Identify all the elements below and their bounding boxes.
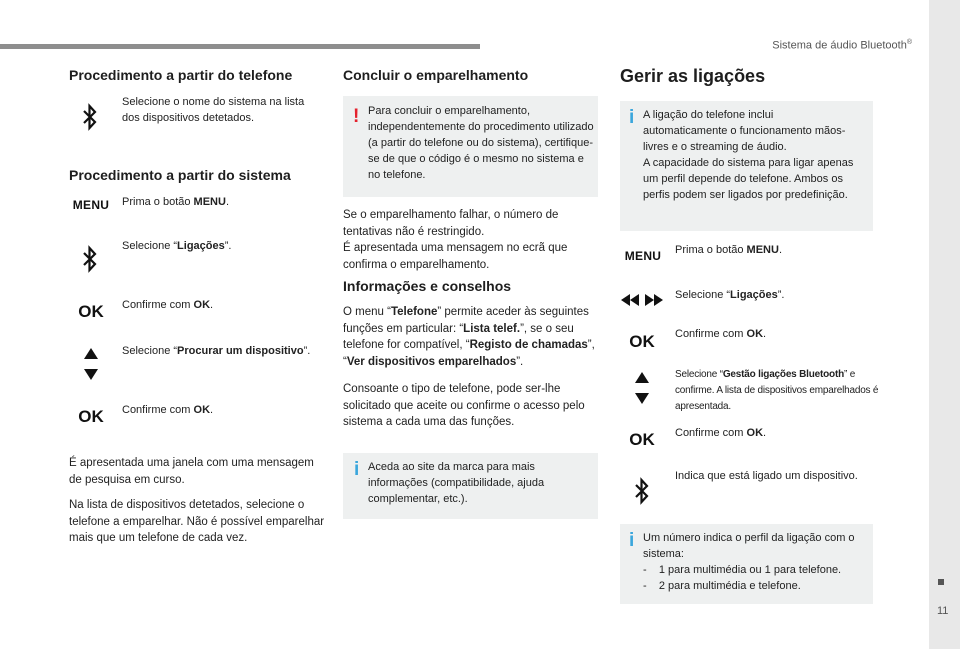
info-icon: i — [629, 107, 635, 128]
page-number: 11 — [937, 605, 949, 617]
header-rule — [0, 44, 480, 49]
side-strip — [929, 0, 960, 649]
paragraph-phone-menu: O menu “Telefone” permite aceder às seguintes funções em particular: “Lista telef.”, se o seu telefone for compatível, “Registo de chamadas”, “Ver dispositivos emparelhados”. — [343, 306, 595, 368]
paragraph-attempts: Se o emparelhamento falhar, o número de tentativas não é restringido. — [343, 209, 559, 238]
bluetooth-icon — [72, 100, 108, 134]
paragraph-search-message: É apresentada uma janela com uma mensagem de pesquisa em curso. — [69, 457, 314, 486]
ok-button-icon: OK — [629, 332, 655, 351]
warning-text: Para concluir o emparelhamento, independentemente do procedimento utilizado (a partir do telefone ou do sistema), certifique-se de que o código é o mesmo no sistema e no telefone. — [368, 105, 594, 181]
up-down-arrows-icon — [78, 346, 104, 382]
menu-button-icon: MENU — [624, 249, 662, 263]
step-confirm-ok: Confirme com OK. — [122, 299, 214, 311]
heading-procedure-phone: Procedimento a partir do telefone — [69, 67, 293, 83]
step-confirm-ok-2: Confirme com OK. — [675, 427, 767, 439]
ok-button-icon: OK — [629, 430, 655, 449]
heading-manage-connections: Gerir as ligações — [620, 66, 766, 86]
info-box — [343, 453, 598, 519]
step-select-connections: Selecione “Ligações”. — [675, 289, 785, 301]
step-press-menu: Prima o botão MENU. — [675, 244, 782, 256]
bluetooth-icon — [624, 474, 660, 508]
step-select-system-name: Selecione o nome do sistema na lista dos dispositivos detetados. — [122, 96, 305, 124]
info-text-connections: A ligação do telefone inclui automaticamente o funcionamento mãos-livres e o streaming de áudio. A capacidade do sistema para ligar apenas um perfil depende do telefone. Ambos os perfis podem ser ligados por predefinição. — [643, 109, 854, 201]
ok-button-icon: OK — [78, 407, 104, 426]
info-box-profile — [620, 524, 873, 604]
step-confirm-ok: Confirme com OK. — [675, 328, 767, 340]
info-text-profile: Um número indica o perfil da ligação com o sistema: - 1 para multimédia ou 1 para telefone. - 2 para multimédia e telefone. — [643, 532, 855, 592]
paragraph-select-phone: Na lista de dispositivos detetados, selecione o telefone a emparelhar. Não é possível emparelhar mais que um telefone de cada vez. — [69, 499, 325, 544]
step-search-device: Selecione “Procurar um dispositivo”. — [122, 345, 311, 357]
paragraph-phone-type: Consoante o tipo de telefone, pode ser-lhe solicitado que aceite ou confirme o acesso pelo sistema a cada uma das funções. — [343, 383, 585, 428]
step-bluetooth-management: Selecione “Gestão ligações Bluetooth” e confirme. A lista de dispositivos emparelhados é apresentada. — [675, 369, 879, 412]
running-header: Sistema de áudio Bluetooth® — [772, 39, 912, 52]
step-press-menu: Prima o botão MENU. — [122, 196, 229, 208]
up-down-arrows-icon — [629, 370, 655, 406]
info-box-connections — [620, 101, 873, 231]
warning-icon: ! — [353, 106, 360, 127]
heading-procedure-system: Procedimento a partir do sistema — [69, 167, 291, 183]
info-icon: i — [629, 530, 635, 551]
step-confirm-ok-2: Confirme com OK. — [122, 404, 214, 416]
paragraph-confirmation: É apresentada uma mensagem no ecrã que confirma o emparelhamento. — [343, 242, 568, 271]
heading-info-tips: Informações e conselhos — [343, 278, 512, 294]
step-select-connections: Selecione “Ligações”. — [122, 240, 232, 252]
bluetooth-icon — [72, 242, 108, 276]
heading-finish-pairing: Concluir o emparelhamento — [343, 67, 529, 83]
left-right-arrows-icon — [619, 288, 665, 312]
ok-button-icon: OK — [78, 302, 104, 321]
info-text: Aceda ao site da marca para mais informações (compatibilidade, ajuda complementar, etc.). — [368, 461, 545, 505]
info-icon: i — [354, 459, 360, 480]
step-device-connected: Indica que está ligado um dispositivo. — [675, 470, 858, 482]
warning-box — [343, 96, 598, 197]
menu-button-icon: MENU — [72, 198, 110, 212]
end-marker — [938, 579, 944, 585]
